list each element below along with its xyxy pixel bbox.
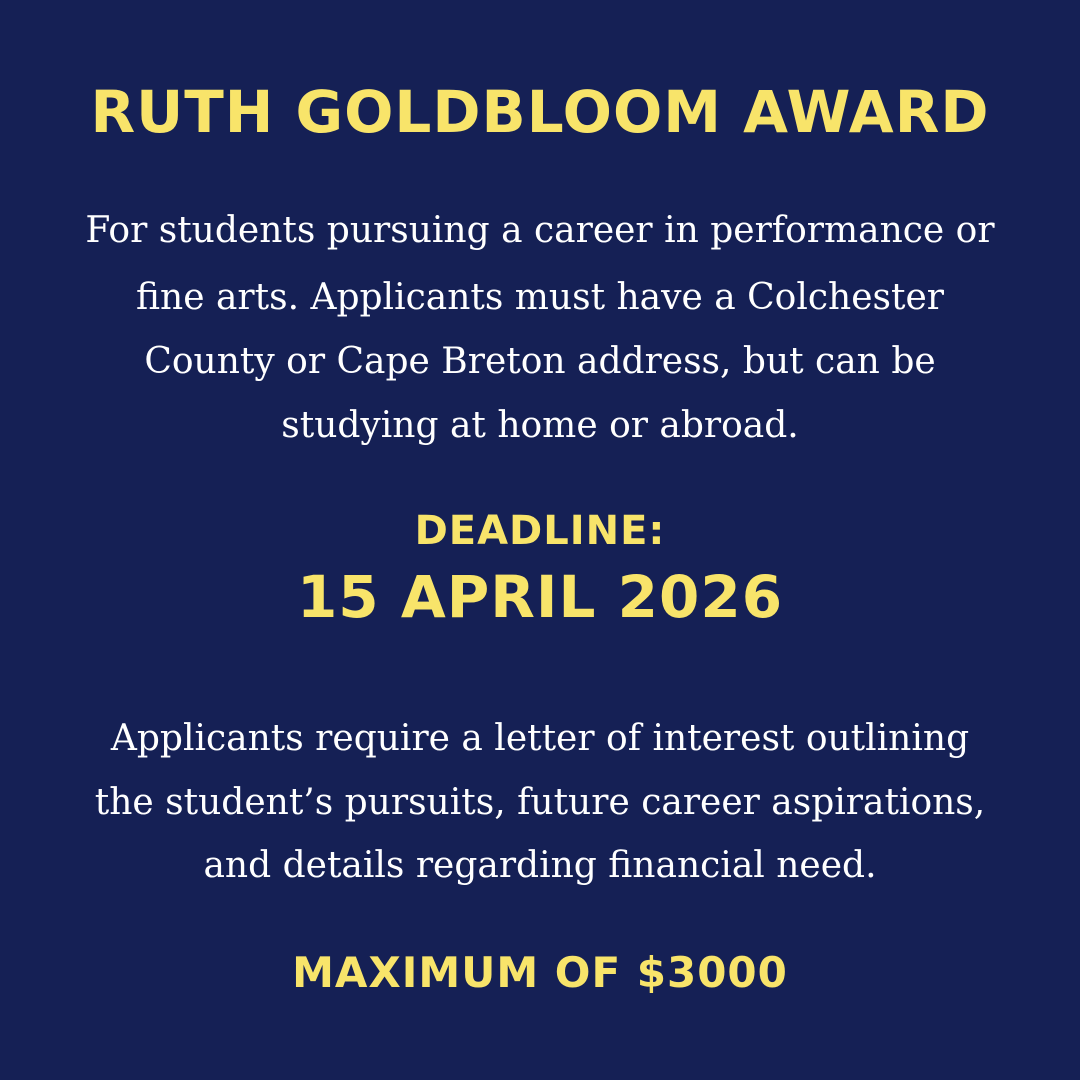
maximum-amount: MAXIMUM OF $3000 (292, 948, 788, 997)
requirements-line: and details regarding financial need. (203, 845, 877, 886)
requirements-line: the student’s pursuits, future career aspirations, (94, 782, 986, 823)
description-line: County or Cape Breton address, but can be (144, 341, 936, 382)
award-title: RUTH GOLDBLOOM AWARD (90, 78, 990, 146)
description-line: fine arts. Applicants must have a Colchester (136, 277, 944, 318)
requirements-line: Applicants require a letter of interest outlining (110, 718, 970, 759)
deadline-date: 15 APRIL 2026 (296, 563, 784, 631)
description-line: studying at home or abroad. (281, 405, 799, 446)
description-line: For students pursuing a career in performance or (85, 210, 995, 251)
deadline-label: DEADLINE: (414, 508, 666, 554)
